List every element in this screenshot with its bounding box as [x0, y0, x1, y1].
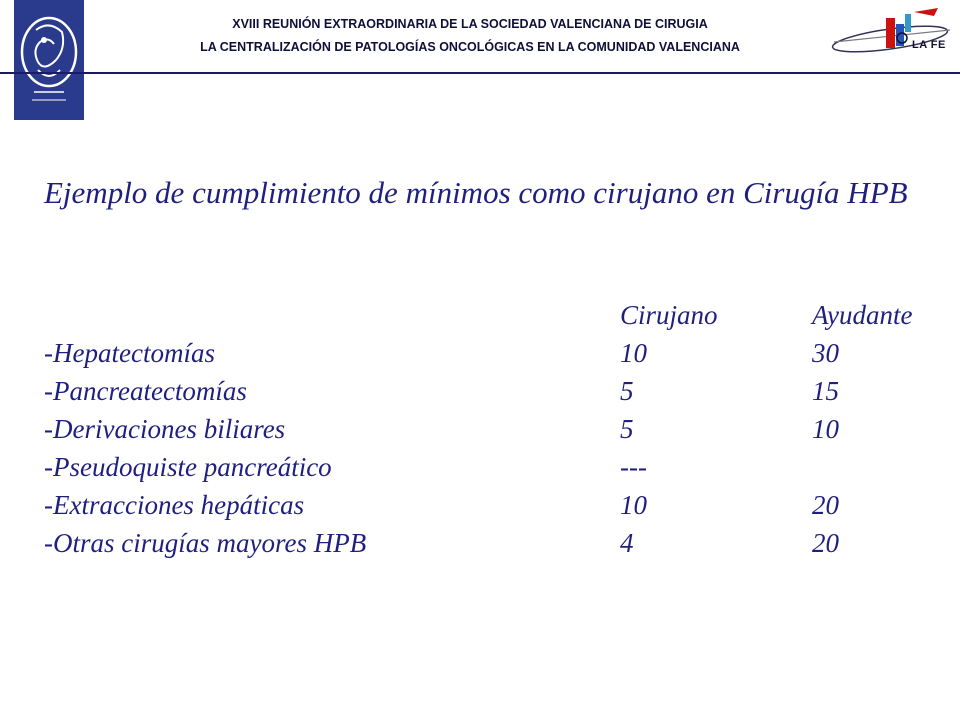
procedure-name: -Pseudoquiste pancreático	[44, 452, 332, 482]
header-title-line1: XVIII REUNIÓN EXTRAORDINARIA DE LA SOCIEDAD VALENCIANA DE CIRUGIA	[232, 17, 708, 31]
procedure-name: -Derivaciones biliares	[44, 414, 286, 444]
ayudante-value: 10	[812, 414, 839, 444]
column-header-cirujano: Cirujano	[620, 300, 718, 330]
table-header-row	[44, 300, 944, 337]
cirujano-value: 5	[620, 414, 634, 444]
procedure-name: -Pancreatectomías	[44, 376, 247, 406]
table-row	[44, 452, 944, 489]
procedure-name: -Hepatectomías	[44, 338, 215, 368]
ayudante-value: 15	[812, 376, 839, 406]
header-title-line2: LA CENTRALIZACIÓN DE PATOLOGÍAS ONCOLÓGICAS EN LA COMUNIDAD VALENCIANA	[200, 40, 740, 54]
cirujano-value: 10	[620, 490, 647, 520]
table-row	[44, 338, 944, 375]
slide-title: Ejemplo de cumplimiento de mínimos como cirujano en Cirugía HPB	[44, 175, 908, 210]
ayudante-value: 30	[812, 338, 839, 368]
header-divider	[0, 72, 960, 74]
cirujano-value: 4	[620, 528, 634, 558]
table-row	[44, 414, 944, 451]
cirujano-value: 10	[620, 338, 647, 368]
ayudante-value: 20	[812, 490, 839, 520]
cirujano-value: 5	[620, 376, 634, 406]
society-emblem-logo	[14, 0, 84, 120]
la-fe-logo-text: LA FE	[912, 39, 946, 51]
table-row	[44, 376, 944, 413]
procedure-name: -Extracciones hepáticas	[44, 490, 305, 520]
cirujano-value: ---	[620, 452, 647, 482]
table-row	[44, 490, 944, 527]
la-fe-logo	[830, 8, 956, 66]
ayudante-value: 20	[812, 528, 839, 558]
procedure-name: -Otras cirugías mayores HPB	[44, 528, 367, 558]
table-row	[44, 528, 944, 565]
column-header-ayudante: Ayudante	[812, 300, 913, 330]
